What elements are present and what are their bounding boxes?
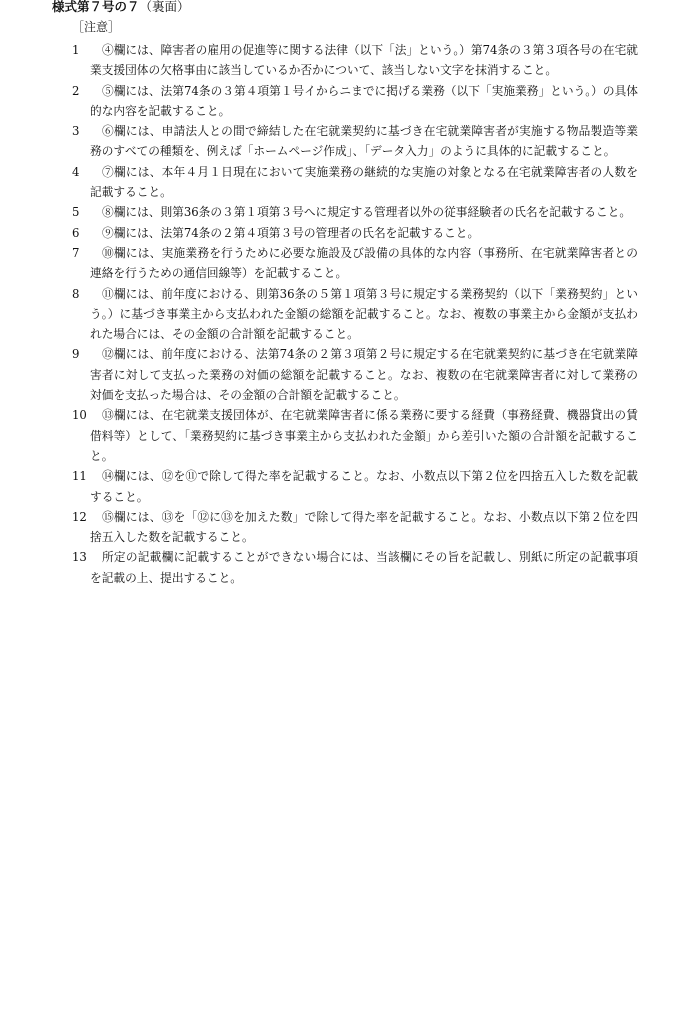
note-text: ⑫欄には、前年度における、法第74条の２第３項第２号に規定する在宅就業契約に基づき在宅就業障害者に対して支払った業務の対価の総額を記載すること。なお、複数の在宅就業障害者に対して業務の対価を支払った場合は、その金額の合計額を記載すること。 — [90, 347, 638, 403]
note-number: 7 — [72, 245, 80, 260]
note-text: ⑥欄には、申請法人との間で締結した在宅就業契約に基づき在宅就業障害者が実施する物品製造等業務のすべての種類を、例えば「ホームページ作成」、「データ入力」のように具体的に記載すること。 — [90, 124, 638, 159]
note-item — [72, 405, 638, 466]
note-number: 8 — [72, 286, 80, 301]
note-text: ④欄には、障害者の雇用の促進等に関する法律（以下「法」という。）第74条の３第３項各号の在宅就業支援団体の欠格事由に該当しているか否かについて、該当しない文字を抹消すること。 — [90, 43, 638, 78]
note-item — [72, 547, 638, 588]
note-item — [72, 162, 638, 203]
note-number: 4 — [72, 164, 80, 179]
notes-heading: ［注意］ — [72, 20, 121, 34]
note-number: 9 — [72, 347, 80, 362]
note-item — [72, 507, 638, 548]
note-item — [72, 202, 638, 222]
note-text: ⑦欄には、本年４月１日現在において実施業務の継続的な実施の対象となる在宅就業障害者の人数を記載すること。 — [90, 164, 638, 200]
note-number: 6 — [72, 225, 80, 240]
note-item — [72, 81, 638, 122]
note-number: 12 — [72, 509, 87, 524]
note-number: 3 — [72, 124, 80, 139]
notes-list — [72, 40, 638, 588]
note-text: ⑧欄には、則第36条の３第１項第３号へに規定する管理者以外の従事経験者の氏名を記載すること。 — [102, 205, 632, 220]
note-item — [72, 344, 638, 405]
note-text: ⑤欄には、法第74条の３第４項第１号イからニまでに掲げる業務（以下「実施業務」という。）の具体的な内容を記載すること。 — [90, 83, 638, 118]
note-text: ⑨欄には、法第74条の２第４項第３号の管理者の氏名を記載すること。 — [102, 225, 480, 240]
note-text: ⑪欄には、前年度における、則第36条の５第１項第３号に規定する業務契約（以下「業務契約」という。）に基づき事業主から支払われた金額の総額を記載すること。なお、複数の事業主から金額が支払われた場合には、その金額の合計額を記載すること。 — [90, 286, 638, 342]
note-number: 13 — [72, 550, 87, 565]
note-item — [72, 121, 638, 162]
note-number: 2 — [72, 83, 80, 98]
note-text: ⑭欄には、⑫を⑪で除して得た率を記載すること。なお、小数点以下第２位を四捨五入した数を記載すること。 — [90, 469, 638, 504]
note-item — [72, 466, 638, 507]
form-side-label: （裏面） — [139, 0, 190, 14]
note-text: ⑮欄には、⑬を「⑫に⑬を加えた数」で除して得た率を記載すること。なお、小数点以下第２位を四捨五入した数を記載すること。 — [90, 509, 638, 545]
note-number: 11 — [72, 469, 87, 484]
form-title — [52, 0, 190, 14]
note-item — [72, 40, 638, 81]
note-text: 所定の記載欄に記載することができない場合には、当該欄にその旨を記載し、別紙に所定の記載事項を記載の上、提出すること。 — [90, 550, 638, 585]
note-number: 1 — [72, 43, 80, 57]
form-number: 様式第７号の７ — [52, 0, 140, 14]
note-number: 10 — [72, 408, 87, 423]
note-item — [72, 243, 638, 284]
note-text: ⑩欄には、実施業務を行うために必要な施設及び設備の具体的な内容（事務所、在宅就業障害者との連絡を行うための通信回線等）を記載すること。 — [90, 245, 638, 281]
note-number: 5 — [72, 205, 80, 220]
note-item — [72, 284, 638, 345]
note-text: ⑬欄には、在宅就業支援団体が、在宅就業障害者に係る業務に要する経費（事務経費、機器貸出の賃借料等）として、「業務契約に基づき事業主から支払われた金額」から差引いた額の合計額を記載すること。 — [90, 408, 638, 463]
note-item — [72, 223, 638, 243]
